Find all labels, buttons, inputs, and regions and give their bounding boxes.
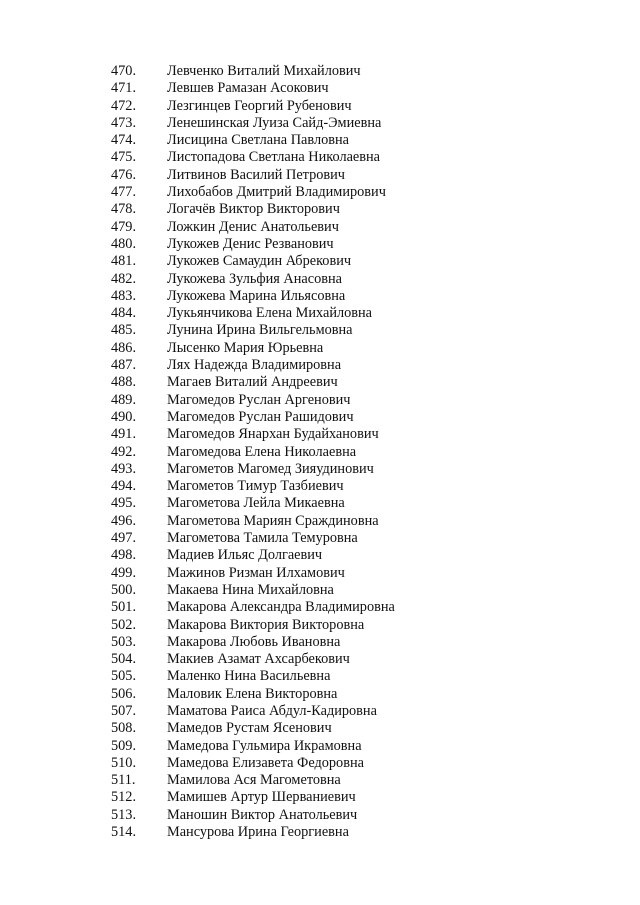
item-number: 514. (111, 824, 137, 841)
list-item (0, 115, 640, 132)
item-number: 498. (111, 547, 137, 564)
list-item (0, 305, 640, 322)
item-number: 508. (111, 720, 137, 737)
list-item (0, 184, 640, 201)
item-number: 505. (111, 668, 137, 685)
list-item (0, 444, 640, 461)
item-number: 471. (111, 80, 137, 97)
item-number: 501. (111, 599, 137, 616)
item-number: 479. (111, 218, 137, 235)
item-number: 483. (111, 287, 137, 304)
person-name: Логачёв Виктор Викторович (167, 201, 340, 218)
list-item (0, 547, 640, 564)
item-number: 494. (111, 478, 137, 495)
person-name: Магометов Тимур Тазбиевич (167, 478, 344, 495)
list-item (0, 426, 640, 443)
person-name: Мамедова Елизавета Федоровна (167, 754, 364, 771)
person-name: Мансурова Ирина Георгиевна (167, 824, 349, 841)
item-number: 510. (111, 754, 137, 771)
item-number: 496. (111, 512, 137, 529)
list-item (0, 634, 640, 651)
person-name: Мамедова Гульмира Икрамовна (167, 737, 362, 754)
list-item (0, 340, 640, 357)
person-name: Макаева Нина Михайловна (167, 581, 334, 598)
person-name: Маматова Раиса Абдул-Кадировна (167, 702, 377, 719)
item-number: 472. (111, 97, 137, 114)
item-number: 482. (111, 270, 137, 287)
item-number: 486. (111, 339, 137, 356)
person-name: Лунина Ирина Вильгельмовна (167, 322, 353, 339)
list-item (0, 80, 640, 97)
item-number: 481. (111, 253, 137, 270)
list-item (0, 495, 640, 512)
person-name: Маловик Елена Викторовна (167, 685, 338, 702)
person-name: Левшев Рамазан Асокович (167, 80, 329, 97)
person-name: Магометов Магомед Зияудинович (167, 460, 374, 477)
item-number: 473. (111, 114, 137, 131)
item-number: 504. (111, 651, 137, 668)
person-name: Лукожева Марина Ильясовна (167, 287, 346, 304)
list-item (0, 132, 640, 149)
list-item (0, 530, 640, 547)
person-name: Лукожев Самаудин Абрекович (167, 253, 352, 270)
item-number: 502. (111, 616, 137, 633)
list-item (0, 807, 640, 824)
person-name: Лезгинцев Георгий Рубенович (167, 97, 352, 114)
person-name: Лях Надежда Владимировна (167, 357, 342, 374)
item-number: 509. (111, 737, 137, 754)
list-item (0, 201, 640, 218)
list-item (0, 755, 640, 772)
person-name: Макиев Азамат Ахсарбекович (167, 651, 350, 668)
list-item (0, 98, 640, 115)
item-number: 499. (111, 564, 137, 581)
list-item (0, 651, 640, 668)
person-name: Лихобабов Дмитрий Владимирович (167, 184, 386, 201)
item-number: 497. (111, 530, 137, 547)
person-name: Маношин Виктор Анатольевич (167, 806, 358, 823)
list-item (0, 219, 640, 236)
list-item (0, 63, 640, 80)
person-name: Лукьянчикова Елена Михайловна (167, 305, 373, 322)
person-name: Макарова Александра Владимировна (167, 599, 395, 616)
person-name: Ложкин Денис Анатольевич (167, 218, 339, 235)
numbered-name-list (0, 63, 640, 841)
person-name: Мамилова Ася Магометовна (167, 772, 341, 789)
list-item (0, 461, 640, 478)
list-item (0, 374, 640, 391)
person-name: Магомедов Руслан Аргенович (167, 391, 351, 408)
item-number: 488. (111, 374, 137, 391)
list-item (0, 271, 640, 288)
item-number: 490. (111, 408, 137, 425)
list-item (0, 824, 640, 841)
list-item (0, 738, 640, 755)
person-name: Лукожев Денис Резванович (167, 235, 334, 252)
list-item (0, 772, 640, 789)
list-item (0, 322, 640, 339)
person-name: Магомедов Янархан Будайханович (167, 426, 379, 443)
person-name: Магаев Виталий Андреевич (167, 374, 338, 391)
list-item (0, 478, 640, 495)
list-item (0, 720, 640, 737)
list-item (0, 703, 640, 720)
list-item (0, 686, 640, 703)
item-number: 493. (111, 460, 137, 477)
person-name: Лукожева Зульфия Анасовна (167, 270, 342, 287)
list-item (0, 288, 640, 305)
list-item (0, 167, 640, 184)
list-item (0, 357, 640, 374)
person-name: Лисицина Светлана Павловна (167, 132, 349, 149)
list-item (0, 582, 640, 599)
person-name: Мамедов Рустам Ясенович (167, 720, 332, 737)
item-number: 512. (111, 789, 137, 806)
person-name: Макарова Любовь Ивановна (167, 633, 341, 650)
item-number: 484. (111, 305, 137, 322)
person-name: Ленешинская Луиза Сайд-Эмиевна (167, 114, 382, 131)
item-number: 489. (111, 391, 137, 408)
item-number: 475. (111, 149, 137, 166)
person-name: Магометова Лейла Микаевна (167, 495, 345, 512)
list-item (0, 392, 640, 409)
item-number: 485. (111, 322, 137, 339)
person-name: Мажинов Ризман Илхамович (167, 564, 345, 581)
person-name: Маленко Нина Васильевна (167, 668, 331, 685)
person-name: Лысенко Мария Юрьевна (167, 339, 324, 356)
item-number: 495. (111, 495, 137, 512)
item-number: 480. (111, 235, 137, 252)
list-item (0, 668, 640, 685)
list-item (0, 236, 640, 253)
person-name: Мамишев Артур Шерваниевич (167, 789, 356, 806)
item-number: 503. (111, 633, 137, 650)
person-name: Листопадова Светлана Николаевна (167, 149, 381, 166)
person-name: Магометова Мариян Сраждиновна (167, 512, 379, 529)
list-item (0, 789, 640, 806)
person-name: Магомедова Елена Николаевна (167, 443, 357, 460)
item-number: 487. (111, 357, 137, 374)
item-number: 477. (111, 184, 137, 201)
list-item (0, 617, 640, 634)
item-number: 506. (111, 685, 137, 702)
person-name: Магометова Тамила Темуровна (167, 530, 358, 547)
item-number: 511. (111, 772, 136, 789)
list-item (0, 565, 640, 582)
item-number: 474. (111, 132, 137, 149)
item-number: 500. (111, 581, 137, 598)
person-name: Макарова Виктория Викторовна (167, 616, 365, 633)
list-item (0, 409, 640, 426)
item-number: 492. (111, 443, 137, 460)
person-name: Мадиев Ильяс Долгаевич (167, 547, 323, 564)
item-number: 491. (111, 426, 137, 443)
person-name: Левченко Виталий Михайлович (167, 63, 361, 79)
list-item (0, 149, 640, 166)
person-name: Литвинов Василий Петрович (167, 166, 345, 183)
item-number: 513. (111, 806, 137, 823)
list-item (0, 513, 640, 530)
list-item (0, 599, 640, 616)
item-number: 478. (111, 201, 137, 218)
item-number: 476. (111, 166, 137, 183)
list-item (0, 253, 640, 270)
person-name: Магомедов Руслан Рашидович (167, 408, 354, 425)
item-number: 470. (111, 63, 137, 79)
item-number: 507. (111, 702, 137, 719)
